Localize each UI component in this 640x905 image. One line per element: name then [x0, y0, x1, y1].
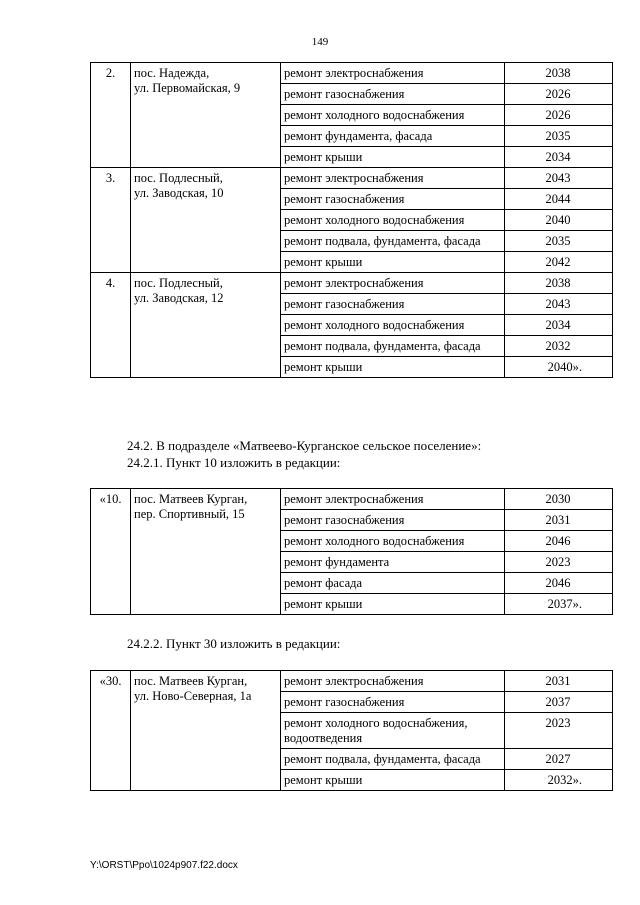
planned-year-cell: 2046 [505, 573, 613, 594]
work-type-cell: ремонт электроснабжения [281, 671, 505, 692]
planned-year-cell: 2046 [505, 531, 613, 552]
address-line: пер. Спортивный, 15 [134, 507, 245, 521]
address-line: ул. Заводская, 10 [134, 186, 224, 200]
address-cell [131, 671, 281, 791]
planned-year-cell: 2031 [505, 510, 613, 531]
planned-year-cell: 2038 [505, 273, 613, 294]
work-type-cell: ремонт фасада [281, 573, 505, 594]
repair-schedule-table-1 [90, 62, 613, 378]
work-type-cell: ремонт фундамента, фасада [281, 126, 505, 147]
address-line: пос. Подлесный, [134, 276, 223, 290]
planned-year-cell: 2026 [505, 105, 613, 126]
page-number: 149 [311, 36, 329, 48]
planned-year-cell: 2035 [505, 126, 613, 147]
work-type-cell: ремонт крыши [281, 252, 505, 273]
planned-year-cell: 2023 [505, 713, 613, 749]
work-type-cell: ремонт электроснабжения [281, 273, 505, 294]
planned-year-cell: 2034 [505, 315, 613, 336]
subsection-heading: 24.2. В подразделе «Матвеево-Курганское сельское поселение»: [127, 438, 482, 453]
address-line: ул. Ново-Северная, 1а [134, 689, 252, 703]
work-type-cell: ремонт холодного водоснабжения [281, 531, 505, 552]
planned-year-cell: 2044 [505, 189, 613, 210]
planned-year-cell: 2034 [505, 147, 613, 168]
item-number: 4. [91, 273, 131, 378]
work-type-cell: ремонт газоснабжения [281, 692, 505, 713]
address-line: пос. Матвеев Курган, [134, 674, 248, 688]
address-line: ул. Заводская, 12 [134, 291, 224, 305]
planned-year-cell: 2043 [505, 168, 613, 189]
table-row [91, 273, 613, 294]
work-type-cell: ремонт газоснабжения [281, 189, 505, 210]
work-type-cell: ремонт газоснабжения [281, 294, 505, 315]
item-number: 2. [91, 63, 131, 168]
work-type-cell: ремонт электроснабжения [281, 168, 505, 189]
table-row [91, 489, 613, 510]
planned-year-cell: 2030 [505, 489, 613, 510]
work-type-cell: ремонт крыши [281, 770, 505, 791]
repair-schedule-table-2 [90, 488, 613, 615]
table-row [91, 63, 613, 84]
table-row [91, 671, 613, 692]
planned-year-cell: 2040». [505, 357, 613, 378]
address-cell [131, 489, 281, 615]
work-type-cell: ремонт крыши [281, 147, 505, 168]
work-type-cell: ремонт электроснабжения [281, 489, 505, 510]
work-type-cell: ремонт газоснабжения [281, 84, 505, 105]
work-type-cell: ремонт подвала, фундамента, фасада [281, 749, 505, 770]
planned-year-cell: 2026 [505, 84, 613, 105]
planned-year-cell: 2043 [505, 294, 613, 315]
work-type-cell: ремонт подвала, фундамента, фасада [281, 336, 505, 357]
repair-schedule-table-3 [90, 670, 613, 791]
planned-year-cell: 2023 [505, 552, 613, 573]
item-30-instruction: 24.2.2. Пункт 30 изложить в редакции: [127, 636, 341, 651]
work-type-cell: ремонт крыши [281, 594, 505, 615]
work-type-cell: ремонт холодного водоснабжения [281, 105, 505, 126]
planned-year-cell: 2032 [505, 336, 613, 357]
work-type-cell: ремонт газоснабжения [281, 510, 505, 531]
planned-year-cell: 2038 [505, 63, 613, 84]
planned-year-cell: 2040 [505, 210, 613, 231]
item-number: «30. [91, 671, 131, 791]
planned-year-cell: 2031 [505, 671, 613, 692]
file-path-footer: Y:\ORST\Ppo\1024p907.f22.docx [90, 860, 238, 871]
planned-year-cell: 2042 [505, 252, 613, 273]
planned-year-cell: 2037 [505, 692, 613, 713]
item-number: «10. [91, 489, 131, 615]
item-10-instruction: 24.2.1. Пункт 10 изложить в редакции: [127, 455, 341, 470]
address-cell [131, 168, 281, 273]
planned-year-cell: 2032». [505, 770, 613, 791]
work-type-cell: ремонт крыши [281, 357, 505, 378]
work-type-cell: ремонт холодного водоснабжения [281, 315, 505, 336]
work-type-cell: ремонт холодного водоснабжения [281, 210, 505, 231]
address-line: пос. Матвеев Курган, [134, 492, 248, 506]
address-cell [131, 273, 281, 378]
planned-year-cell: 2037». [505, 594, 613, 615]
work-type-cell: ремонт электроснабжения [281, 63, 505, 84]
work-type-cell: ремонт холодного водоснабжения, водоотведения [281, 713, 505, 749]
work-type-cell: ремонт подвала, фундамента, фасада [281, 231, 505, 252]
table-row [91, 168, 613, 189]
address-line: пос. Подлесный, [134, 171, 223, 185]
work-type-cell: ремонт фундамента [281, 552, 505, 573]
planned-year-cell: 2035 [505, 231, 613, 252]
address-line: пос. Надежда, [134, 66, 210, 80]
address-line: ул. Первомайская, 9 [134, 81, 241, 95]
address-cell [131, 63, 281, 168]
planned-year-cell: 2027 [505, 749, 613, 770]
item-number: 3. [91, 168, 131, 273]
